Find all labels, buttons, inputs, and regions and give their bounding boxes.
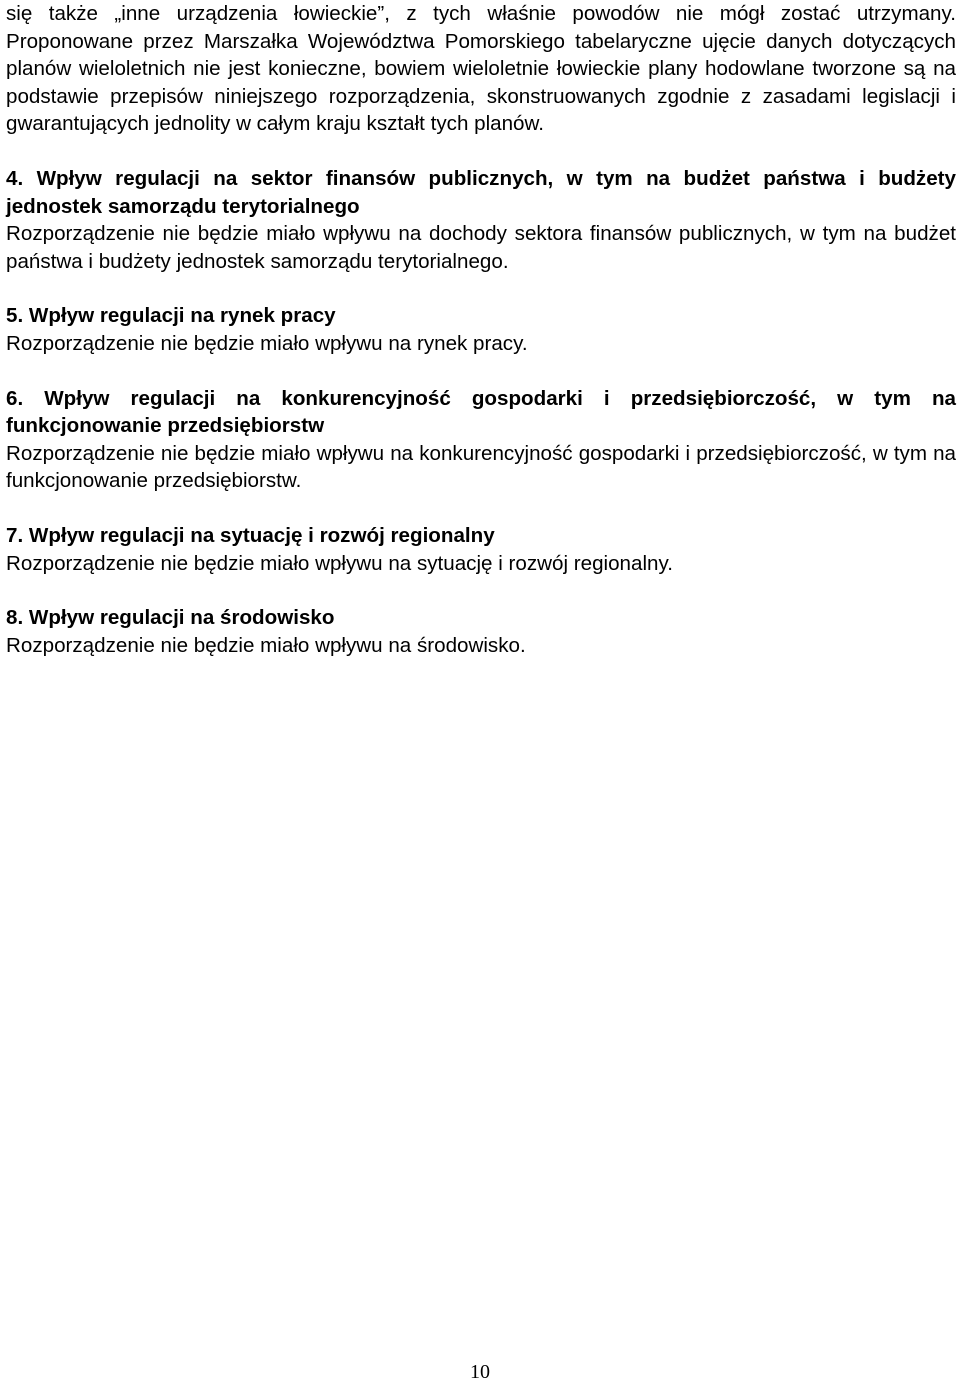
section-body: Rozporządzenie nie będzie miało wpływu na środowisko.: [6, 633, 526, 657]
section-budget-impact: [6, 165, 956, 275]
section-heading: 7. Wpływ regulacji na sytuację i rozwój regionalny: [6, 523, 495, 547]
section-heading: 4. Wpływ regulacji na sektor finansów publicznych, w tym na budżet państwa i budżety jednostek samorządu terytorialnego: [6, 166, 956, 218]
section-environment-impact: [6, 604, 956, 659]
intro-paragraph: się także „inne urządzenia łowieckie”, z tych właśnie powodów nie mógł zostać utrzymany. Proponowane przez Marszałka Województwa Pomorskiego tabelaryczne ujęcie danych dotyczących planów wieloletnich nie jest konieczne, bowiem wieloletnie łowieckie plany hodowlane tworzone są na podstawie przepisów niniejszego rozporządzenia, skonstruowanych zgodnie z zasadami legislacji i gwarantujących jednolity w całym kraju kształt tych planów.: [6, 2, 956, 136]
section-competitiveness-impact: [6, 385, 956, 495]
document-page: [6, 0, 956, 659]
page-number: 10: [470, 1361, 490, 1383]
section-body: Rozporządzenie nie będzie miało wpływu na dochody sektora finansów publicznych, w tym na budżet państwa i budżety jednostek samorządu terytorialnego.: [6, 222, 956, 273]
section-heading: 6. Wpływ regulacji na konkurencyjność gospodarki i przedsiębiorczość, w tym na funkcjonowanie przedsiębiorstw: [6, 386, 956, 438]
section-heading: 8. Wpływ regulacji na środowisko: [6, 606, 335, 630]
section-body: Rozporządzenie nie będzie miało wpływu na sytuację i rozwój regionalny.: [6, 551, 673, 575]
section-body: Rozporządzenie nie będzie miało wpływu na konkurencyjność gospodarki i przedsiębiorczość, w tym na funkcjonowanie przedsiębiorstw.: [6, 441, 956, 493]
section-body: Rozporządzenie nie będzie miało wpływu na rynek pracy.: [6, 331, 528, 355]
section-labour-market-impact: [6, 302, 956, 357]
section-heading: 5. Wpływ regulacji na rynek pracy: [6, 304, 336, 328]
section-regional-impact: [6, 522, 956, 577]
